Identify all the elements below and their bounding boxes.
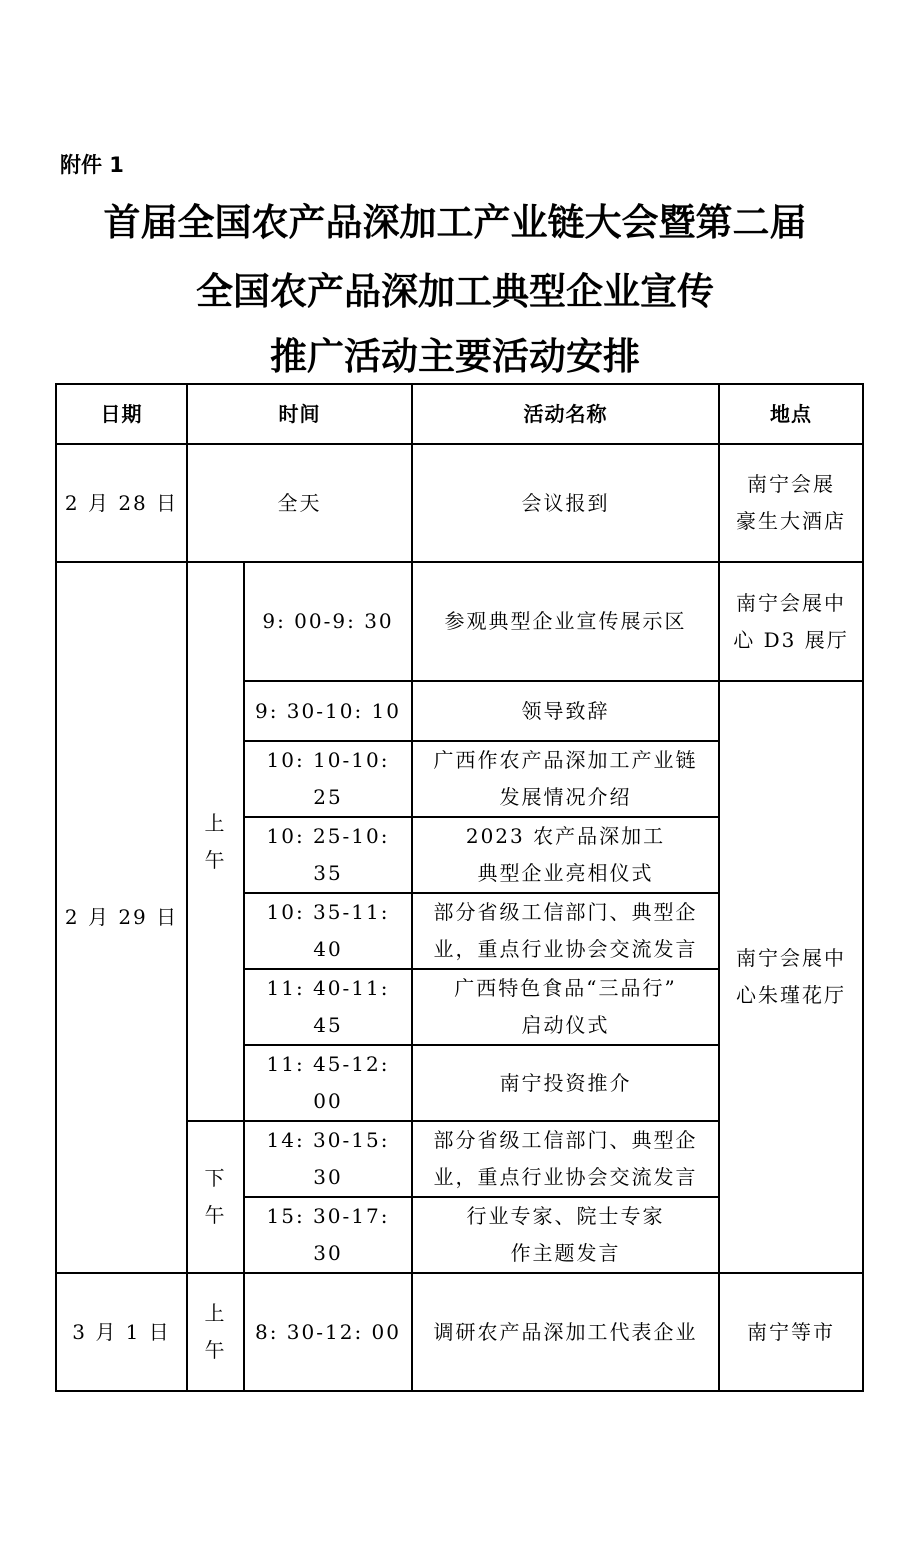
schedule-table — [55, 383, 864, 1392]
activity-line: 发展情况介绍 — [499, 785, 632, 809]
activity-cell: 会议报到 — [412, 444, 719, 562]
period-char: 上 — [204, 1301, 227, 1325]
activity-line: 启动仪式 — [521, 1013, 610, 1037]
activity-line: 部分省级工信部门、典型企 — [433, 1128, 698, 1152]
venue-cell — [719, 444, 863, 562]
activity-cell — [412, 741, 719, 817]
date-cell: 3 月 1 日 — [56, 1273, 187, 1391]
activity-cell: 领导致辞 — [412, 681, 719, 741]
activity-line: 典型企业亮相仪式 — [477, 861, 654, 885]
period-char: 上 — [204, 810, 227, 835]
header-activity: 活动名称 — [412, 384, 719, 444]
activity-cell — [412, 893, 719, 969]
activity-line: 部分省级工信部门、典型企 — [433, 900, 698, 924]
time-cell: 全天 — [187, 444, 412, 562]
morning-period-cell — [187, 562, 244, 1121]
document-title-line-3: 推广活动主要活动安排 — [270, 334, 640, 378]
activity-line: 广西特色食品“三品行” — [454, 976, 677, 1000]
morning-period-cell — [187, 1273, 244, 1391]
document-title-line-2: 全国农产品深加工典型企业宣传 — [196, 269, 714, 313]
activity-cell: 调研农产品深加工代表企业 — [412, 1273, 719, 1391]
activity-cell — [412, 1121, 719, 1197]
time-cell: 10: 25-10: 35 — [244, 817, 412, 893]
time-cell: 10: 10-10: 25 — [244, 741, 412, 817]
date-cell: 2 月 28 日 — [56, 444, 187, 562]
venue-line: 南宁会展中 — [736, 590, 846, 615]
venue-line: 心 D3 展厅 — [733, 627, 849, 652]
period-char: 午 — [204, 847, 227, 872]
venue-cell: 南宁等市 — [719, 1273, 863, 1391]
period-char: 下 — [204, 1166, 227, 1190]
venue-line: 豪生大酒店 — [736, 509, 846, 533]
header-date: 日期 — [56, 384, 187, 444]
venue-cell — [719, 681, 863, 1273]
activity-cell — [412, 817, 719, 893]
period-char: 午 — [204, 1203, 227, 1227]
header-time: 时间 — [187, 384, 412, 444]
time-cell: 14: 30-15: 30 — [244, 1121, 412, 1197]
table-row — [56, 1273, 863, 1391]
activity-cell — [412, 1197, 719, 1273]
table-row — [56, 562, 863, 681]
activity-line: 行业专家、院士专家 — [466, 1204, 665, 1228]
attachment-label: 附件 1 — [60, 153, 124, 177]
activity-cell — [412, 969, 719, 1045]
venue-line: 南宁会展 — [747, 472, 835, 496]
time-cell: 8: 30-12: 00 — [244, 1273, 412, 1391]
time-cell: 10: 35-11: 40 — [244, 893, 412, 969]
activity-line: 业，重点行业协会交流发言 — [433, 937, 698, 961]
time-cell: 11: 45-12: 00 — [244, 1045, 412, 1121]
time-cell: 11: 40-11: 45 — [244, 969, 412, 1045]
time-cell: 9: 00-9: 30 — [244, 562, 412, 681]
activity-line: 业，重点行业协会交流发言 — [433, 1165, 698, 1189]
venue-cell — [719, 562, 863, 681]
activity-line: 广西作农产品深加工产业链 — [433, 748, 698, 772]
time-cell: 15: 30-17: 30 — [244, 1197, 412, 1273]
header-venue: 地点 — [719, 384, 863, 444]
afternoon-period-cell — [187, 1121, 244, 1273]
document-title-line-1: 首届全国农产品深加工产业链大会暨第二届 — [103, 200, 807, 244]
activity-line: 作主题发言 — [510, 1241, 621, 1265]
table-row — [56, 444, 863, 562]
venue-line: 南宁会展中 — [736, 946, 846, 970]
period-char: 午 — [204, 1338, 227, 1362]
venue-line: 心朱瑾花厅 — [736, 983, 846, 1007]
table-header-row — [56, 384, 863, 444]
date-cell: 2 月 29 日 — [56, 562, 187, 1273]
time-cell: 9: 30-10: 10 — [244, 681, 412, 741]
activity-line: 2023 农产品深加工 — [465, 824, 666, 848]
activity-cell: 参观典型企业宣传展示区 — [412, 562, 719, 681]
activity-cell: 南宁投资推介 — [412, 1045, 719, 1121]
